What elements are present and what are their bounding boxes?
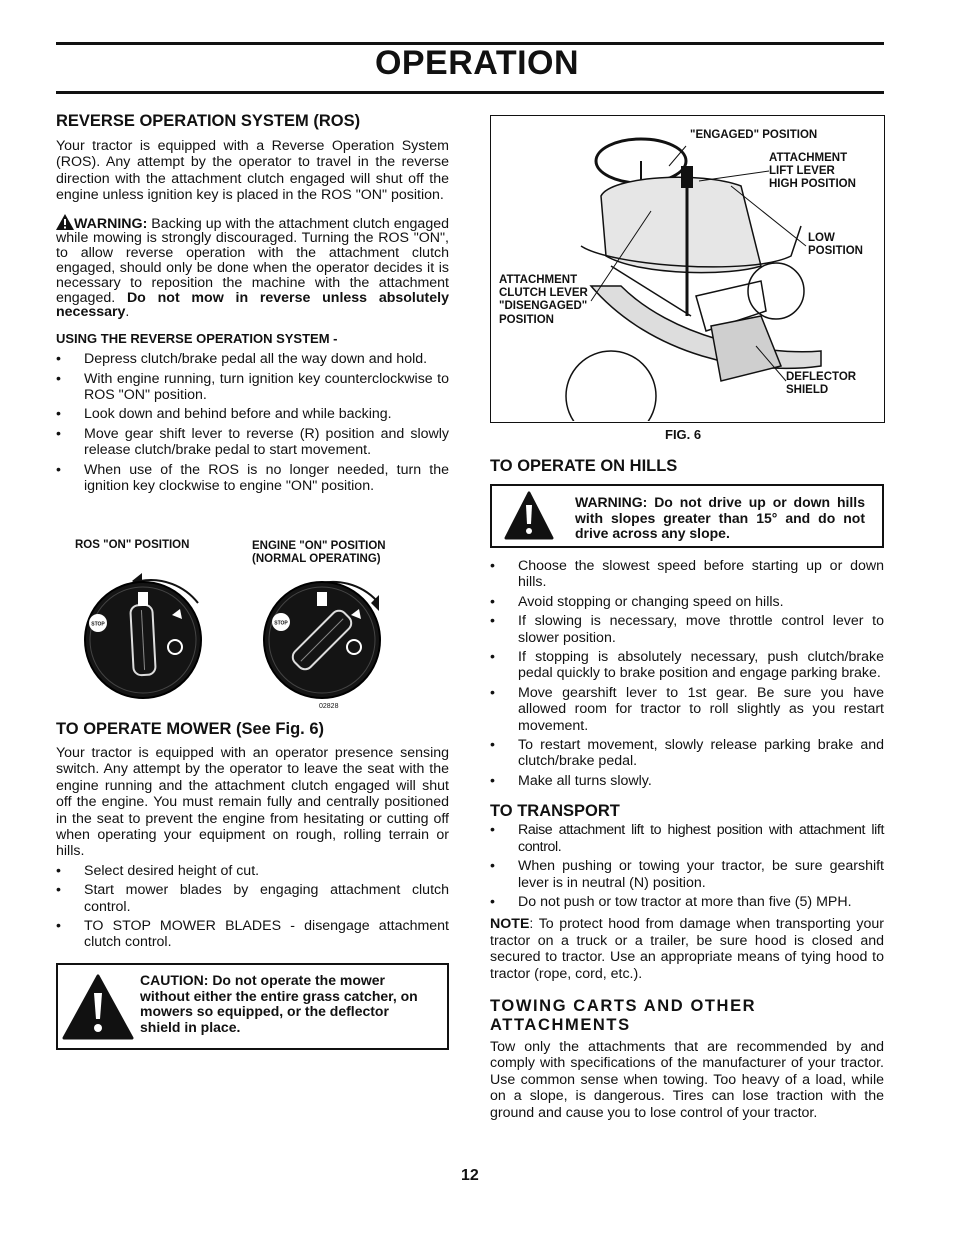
deflector-shield-label-line1: DEFLECTOR bbox=[786, 371, 857, 383]
hills-warning-text: WARNING: Do not drive up or down hills with slopes greater than 15° and do not drive across any slope. bbox=[575, 494, 865, 542]
low-position-label-line1: LOW bbox=[808, 232, 835, 244]
list-item: • When use of the ROS is no longer needed, turn the ignition key clockwise to engine "ON" position. bbox=[56, 462, 449, 495]
transport-steps-list bbox=[490, 822, 884, 910]
engaged-position-label: "ENGAGED" POSITION bbox=[690, 129, 818, 141]
low-position-label bbox=[808, 232, 863, 258]
deflector-shield-label bbox=[786, 371, 856, 397]
hills-warning-box bbox=[490, 484, 884, 548]
list-item: • Avoid stopping or changing speed on hills. bbox=[490, 594, 884, 610]
low-position-label-line2: POSITION bbox=[808, 245, 863, 258]
list-item: • Look down and behind before and while backing. bbox=[56, 406, 449, 422]
ros-on-position-label: ROS "ON" POSITION bbox=[75, 539, 190, 551]
hills-heading-block bbox=[490, 457, 885, 476]
deflector-shield-label-line2: SHIELD bbox=[786, 384, 829, 397]
figure-caption: FIG. 6 bbox=[665, 427, 702, 442]
list-item: • When pushing or towing your tractor, be sure gearshift lever is in neutral (N) position. bbox=[490, 858, 884, 891]
using-ros-heading: USING THE REVERSE OPERATION SYSTEM - bbox=[56, 331, 338, 347]
page-number: 12 bbox=[461, 1167, 479, 1184]
title-underline bbox=[56, 91, 884, 94]
list-item: • Move gearshift lever to 1st gear. Be sure you have allowed room for tractor to roll slightly as you restart movement. bbox=[490, 685, 884, 734]
transport-note bbox=[490, 916, 884, 982]
ros-warning bbox=[56, 214, 449, 321]
list-item: • Choose the slowest speed before starting up or down hills. bbox=[490, 558, 884, 591]
list-item: • Start mower blades by engaging attachment clutch control. bbox=[56, 882, 449, 915]
right-column-text bbox=[490, 558, 884, 1121]
clutch-lever-label bbox=[499, 274, 588, 327]
figure-6-box bbox=[490, 115, 885, 423]
clutch-lever-label-line1: ATTACHMENT bbox=[499, 274, 578, 286]
list-item: • If stopping is absolutely necessary, push clutch/brake pedal quickly to brake position and engage parking brake. bbox=[490, 649, 884, 682]
hills-heading: TO OPERATE ON HILLS bbox=[490, 457, 678, 475]
stop-label: STOP bbox=[274, 620, 288, 627]
list-item: • Raise attachment lift to highest position with attachment lift control. bbox=[490, 822, 884, 855]
hills-steps-list bbox=[490, 558, 884, 789]
lift-lever-label-line1: ATTACHMENT bbox=[769, 152, 848, 164]
warning-triangle-icon bbox=[62, 973, 134, 1041]
warning-triangle-icon bbox=[504, 491, 554, 541]
list-item: • TO STOP MOWER BLADES - disengage attachment clutch control. bbox=[56, 918, 449, 951]
mower-caution-text: CAUTION: Do not operate the mower without either the entire grass catcher, on mowers so equipped, or the deflector shield in place. bbox=[140, 972, 418, 1035]
clutch-lever-label-line4: POSITION bbox=[499, 313, 554, 326]
note-text: : To protect hood from damage when transporting your tractor on a truck or a trailer, be sure hood is closed and secured to tractor. Use an appropriate means of tying hood to tractor (rope, cord, etc.). bbox=[490, 916, 884, 982]
list-item: • Make all turns slowly. bbox=[490, 773, 884, 789]
mower-caution-box bbox=[56, 963, 449, 1050]
engine-on-position-label bbox=[252, 540, 386, 566]
lift-lever-label bbox=[769, 152, 856, 192]
list-item: • To restart movement, slowly release parking brake and clutch/brake pedal. bbox=[490, 737, 884, 770]
mower-section bbox=[56, 720, 449, 951]
ignition-switch-ros-illustration bbox=[80, 565, 210, 710]
note-label: NOTE bbox=[490, 916, 530, 933]
towing-heading: TOWING CARTS AND OTHER ATTACHMENTS bbox=[490, 996, 757, 1034]
figure-code: 02828 bbox=[319, 703, 339, 710]
transport-heading: TO TRANSPORT bbox=[490, 802, 620, 821]
stop-label: STOP bbox=[91, 621, 105, 628]
mower-intro: Your tractor is equipped with an operator presence sensing switch. Any attempt by the operator to leave the seat with the engine running and the attachment clutch engaged will shut off the engine. You must remain fully and centrally positioned in the seat to prevent the engine from hesitating or cutting off when operating your equipment on rough, rolling terrain or hills. bbox=[56, 745, 449, 860]
list-item: • If slowing is necessary, move throttle control lever to slower position. bbox=[490, 613, 884, 646]
engine-on-label-line2: (NORMAL OPERATING) bbox=[252, 553, 381, 566]
clutch-lever-label-line3: "DISENGAGED" bbox=[499, 300, 588, 313]
mower-steps-list bbox=[56, 863, 449, 951]
clutch-lever-label-line2: CLUTCH LEVER bbox=[499, 287, 588, 300]
engine-on-label-line1: ENGINE "ON" POSITION bbox=[252, 540, 386, 552]
ignition-switch-engine-illustration bbox=[259, 565, 399, 710]
ros-steps-list bbox=[56, 351, 449, 494]
mower-heading: TO OPERATE MOWER (See Fig. 6) bbox=[56, 720, 324, 738]
left-column bbox=[56, 112, 449, 494]
list-item: • Do not push or tow tractor at more than five (5) MPH. bbox=[490, 894, 884, 910]
list-item: • Select desired height of cut. bbox=[56, 863, 449, 879]
list-item: • Depress clutch/brake pedal all the way down and hold. bbox=[56, 351, 449, 367]
ros-warning-text: Backing up with the attachment clutch engaged while mowing is strongly discouraged. Turning the ROS "ON", to allow reverse operation with the attachment clutch engaged, should only be done when the operator decides it is necessary to reposition the machine with the attachment engaged. bbox=[56, 215, 449, 306]
ros-warning-end: . bbox=[125, 304, 130, 321]
warning-triangle-icon bbox=[56, 214, 74, 230]
ros-warning-label: WARNING: bbox=[74, 215, 148, 232]
lift-lever-label-line2: LIFT LEVER bbox=[769, 165, 835, 178]
ros-heading: REVERSE OPERATION SYSTEM (ROS) bbox=[56, 112, 361, 130]
lift-lever-label-line3: HIGH POSITION bbox=[769, 178, 856, 191]
list-item: • With engine running, turn ignition key counterclockwise to ROS "ON" position. bbox=[56, 371, 449, 404]
page-title: OPERATION bbox=[374, 44, 580, 82]
towing-text: Tow only the attachments that are recommended by and comply with specifications of the manufacturer of your tractor. Use common sense when towing. Too heavy of a load, while on a slope, is dangerous. Tires can lose traction with the ground and cause you to lose control of your tractor. bbox=[490, 1038, 884, 1121]
ros-warning-bold: Do not mow in reverse unless absolutely necessary bbox=[56, 289, 449, 321]
ros-intro: Your tractor is equipped with a Reverse Operation System (ROS). Any attempt by the operator to travel in the reverse direction with the attachment clutch engaged will shut off the engine unless ignition key is placed in the ROS "ON" position. bbox=[56, 138, 449, 204]
list-item: • Move gear shift lever to reverse (R) position and slowly release clutch/brake pedal to start movement. bbox=[56, 426, 449, 459]
